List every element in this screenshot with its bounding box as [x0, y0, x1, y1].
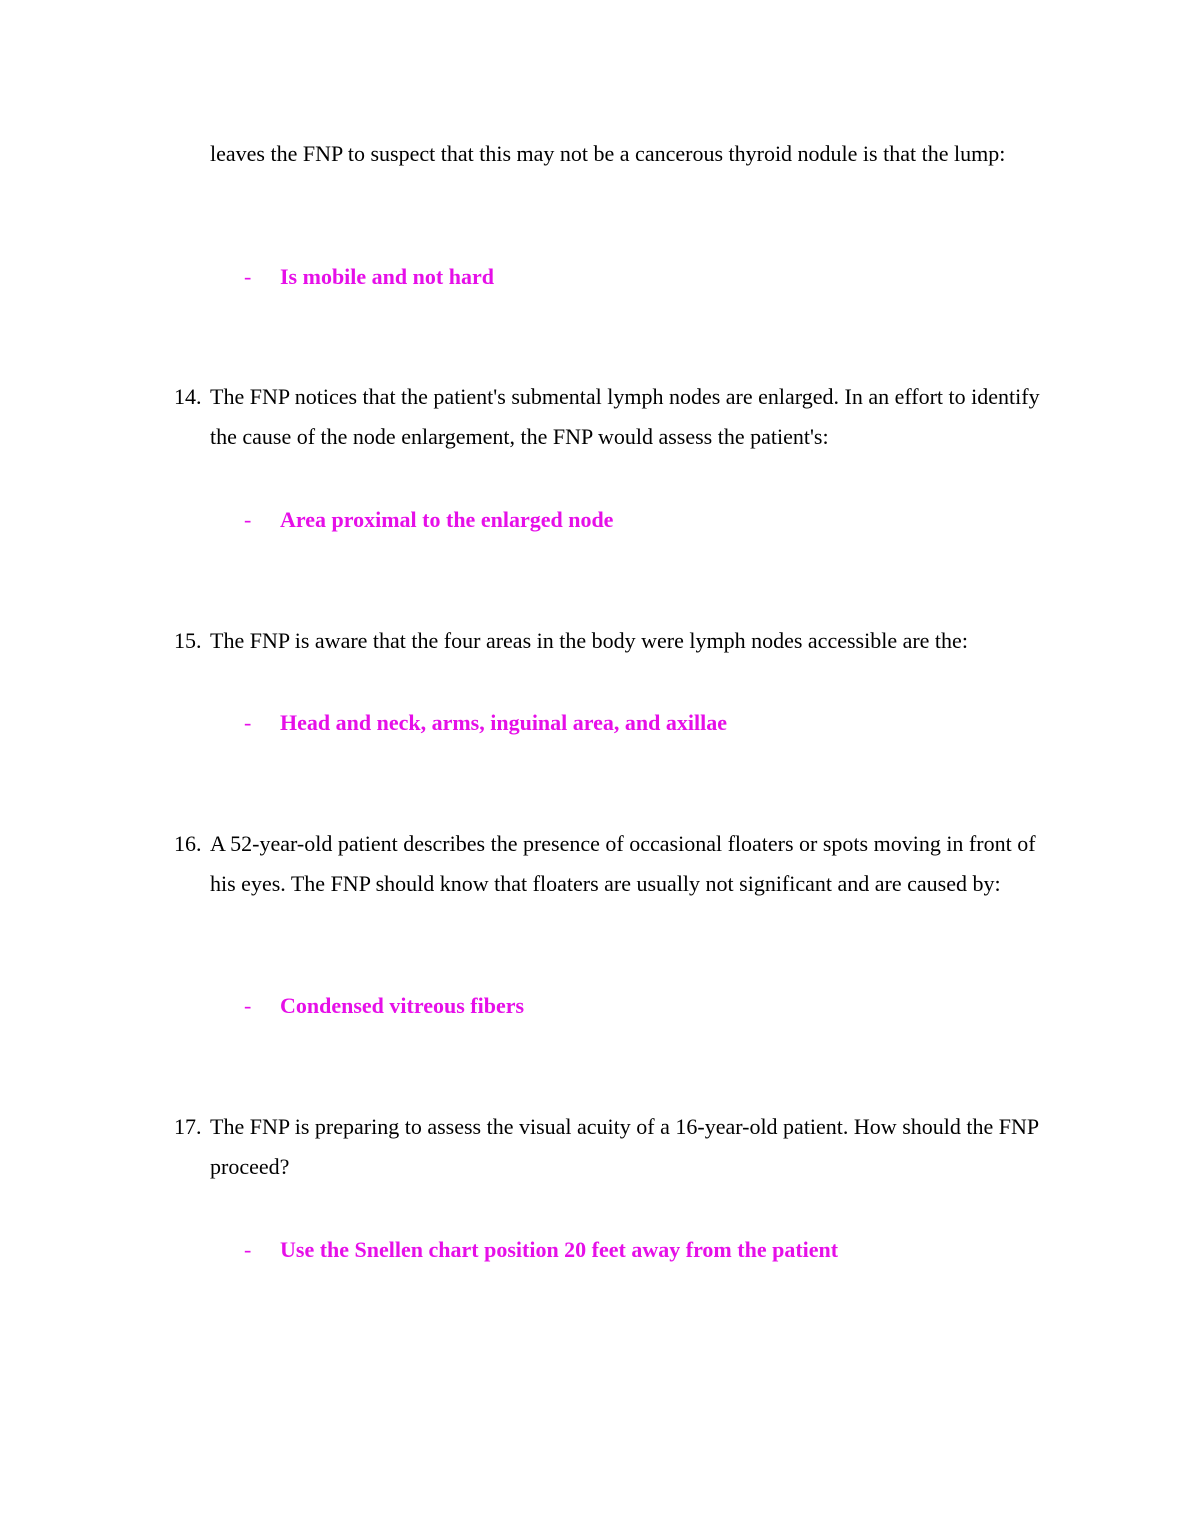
- answer-line: [244, 500, 613, 540]
- question-number: 15.: [174, 628, 202, 653]
- bullet-dash: -: [244, 993, 252, 1018]
- question-text: The FNP is preparing to assess the visual acuity of a 16-year-old patient. How should the FNP proceed?: [210, 1114, 1039, 1179]
- question-number: 14.: [174, 384, 202, 409]
- bullet-dash: -: [244, 1237, 252, 1262]
- bullet-dash: -: [244, 710, 252, 735]
- answer-text: Condensed vitreous fibers: [280, 993, 525, 1018]
- question-text: The FNP is aware that the four areas in the body were lymph nodes accessible are the:: [210, 628, 968, 653]
- question-text: leaves the FNP to suspect that this may not be a cancerous thyroid nodule is that the lump:: [210, 141, 1006, 166]
- answer-text: Head and neck, arms, inguinal area, and axillae: [280, 710, 727, 735]
- question-number: 16.: [174, 831, 202, 856]
- question-text: A 52-year-old patient describes the presence of occasional floaters or spots moving in front of his eyes. The FNP should know that floaters are usually not significant and are caused by:: [210, 831, 1036, 896]
- answer-line: [244, 1230, 838, 1270]
- bullet-dash: -: [244, 264, 252, 289]
- answer-text: Use the Snellen chart position 20 feet away from the patient: [280, 1237, 839, 1262]
- answer-text: Is mobile and not hard: [280, 264, 494, 289]
- answer-line: [244, 703, 727, 743]
- question-number: 17.: [174, 1114, 202, 1139]
- question-text: The FNP notices that the patient's submental lymph nodes are enlarged. In an effort to identify the cause of the node enlargement, the FNP would assess the patient's:: [210, 384, 1040, 449]
- answer-line: [244, 257, 494, 297]
- answer-line: [244, 986, 524, 1026]
- answer-text: Area proximal to the enlarged node: [280, 507, 614, 532]
- bullet-dash: -: [244, 507, 252, 532]
